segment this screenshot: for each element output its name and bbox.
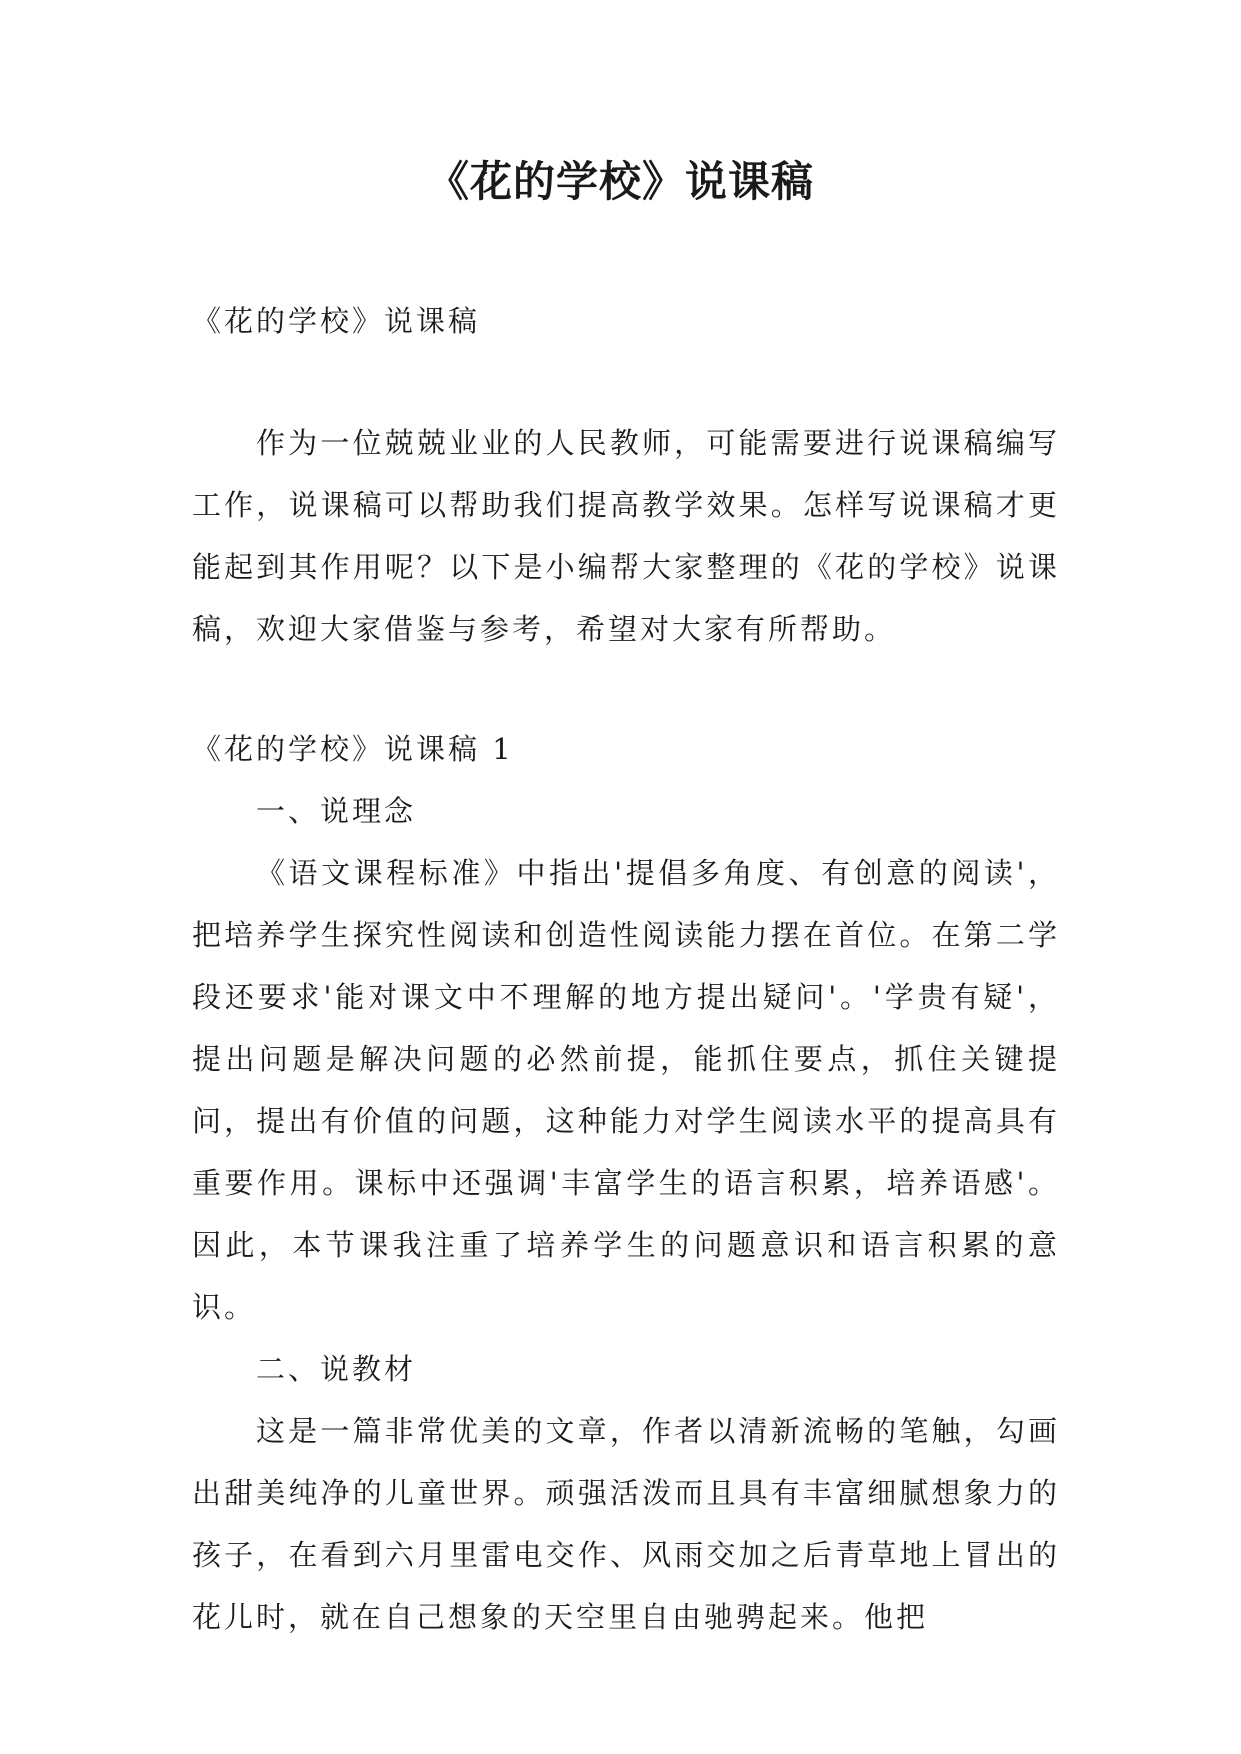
heading-textbook: 二、说教材 [256, 1352, 417, 1386]
philosophy-paragraph: 《语文课程标准》中指出'提倡多角度、有创意的阅读'，把培养学生探究性阅读和创造性阅读能力摆在首位。在第二学段还要求'能对课文中不理解的地方提出疑问'。'学贵有疑'，提出问题是解决问题的必然前提，能抓住要点，抓住关键提问，提出有价值的问题，这种能力对学生阅读水平的提高具有重要作用。课标中还强调'丰富学生的语言积累，培养语感'。因此，本节课我注重了培养学生的问题意识和语言积累的意识。 [192, 856, 1060, 1324]
section-title: 《花的学校》说课稿 1 [192, 732, 514, 766]
intro-paragraph: 作为一位兢兢业业的人民教师，可能需要进行说课稿编写工作，说课稿可以帮助我们提高教学效果。怎样写说课稿才更能起到其作用呢？以下是小编帮大家整理的《花的学校》说课稿，欢迎大家借鉴与参考，希望对大家有所帮助。 [192, 426, 1060, 646]
spacer [192, 352, 1060, 412]
spacer [192, 660, 1060, 718]
textbook-paragraph: 这是一篇非常优美的文章，作者以清新流畅的笔触，勾画出甜美纯净的儿童世界。顽强活泼而且具有丰富细腻想象力的孩子，在看到六月里雷电交作、风雨交加之后青草地上冒出的花儿时，就在自己想象的天空里自由驰骋起来。他把 [192, 1414, 1060, 1634]
document-title: 《花的学校》说课稿 [426, 157, 814, 206]
document-subtitle: 《花的学校》说课稿 [192, 304, 481, 338]
heading-philosophy: 一、说理念 [256, 794, 417, 828]
document-body [192, 290, 1060, 1648]
